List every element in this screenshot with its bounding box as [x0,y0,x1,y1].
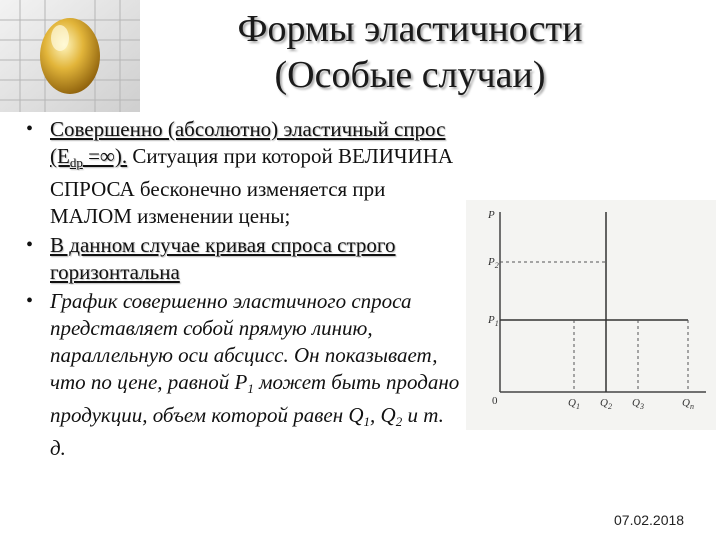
q1-label: Q [568,397,576,409]
qn-sub: n [689,402,694,411]
bullet-1-text: Ситуация при которой ВЕЛИЧИНА СПРОСА бесконечно изменяется при МАЛОМ изменении цены; [50,144,454,228]
bullet-3-part-3: , Q [370,403,396,427]
p2-label: P [488,256,495,268]
origin-label: 0 [492,395,498,407]
bullet-1-underlined-end: =∞). [82,144,128,168]
svg-text:P1 [487,314,499,328]
demand-graph [466,200,716,430]
svg-text:Q1 [568,397,580,411]
bullet-1-sub: dp [69,155,83,170]
title-line-1: Формы эластичности [237,8,583,50]
q2-label: Q [600,397,608,409]
bullet-3-sub-2: 1 [363,414,371,429]
corner-decoration-image [0,0,140,112]
title-line-2: (Особые случаи) [274,54,546,96]
q1-sub: 1 [575,402,580,411]
bullet-dot: • [26,118,34,140]
qn-label: Q [682,397,690,409]
bullet-dot: • [26,290,34,312]
q2-sub: 2 [607,402,612,411]
svg-text:P2 [487,256,499,270]
bullet-3-part-1: График совершенно эластичного спроса представляет собой прямую линию, параллельную оси абсцисс. Он показывает, что по цене, равной P [50,289,438,394]
bullet-item-3 [24,288,464,462]
demand-graph-svg [466,200,716,430]
q3-sub: 3 [639,402,644,411]
svg-text:Q2 [600,397,612,411]
bullet-dot: • [26,234,34,256]
bullet-3-part-4: и т. д. [50,403,444,460]
bullet-3-sub-1: 1 [247,381,254,396]
slide-date: 07.02.2018 [614,512,685,528]
bullet-1-underlined: Совершенно (абсолютно) эластичный спрос (E [50,117,446,168]
bullet-item-1 [24,116,464,230]
p2-sub: 2 [494,261,499,270]
bullet-3-sub-3: 2 [395,414,403,429]
y-axis-label: P [488,209,495,221]
bullet-list [24,116,464,464]
slide-title [140,6,680,98]
svg-text:Qn [682,397,694,411]
svg-text:Q3 [632,397,644,411]
bullet-3-part-2: может быть продано продукции, объем которой равен Q [50,370,460,427]
p1-label: P [488,314,495,326]
bullet-2-underlined: В данном случае кривая спроса строго горизонтальна [50,233,396,284]
p1-sub: 1 [494,319,499,328]
q3-label: Q [632,397,640,409]
bullet-item-2 [24,232,464,286]
